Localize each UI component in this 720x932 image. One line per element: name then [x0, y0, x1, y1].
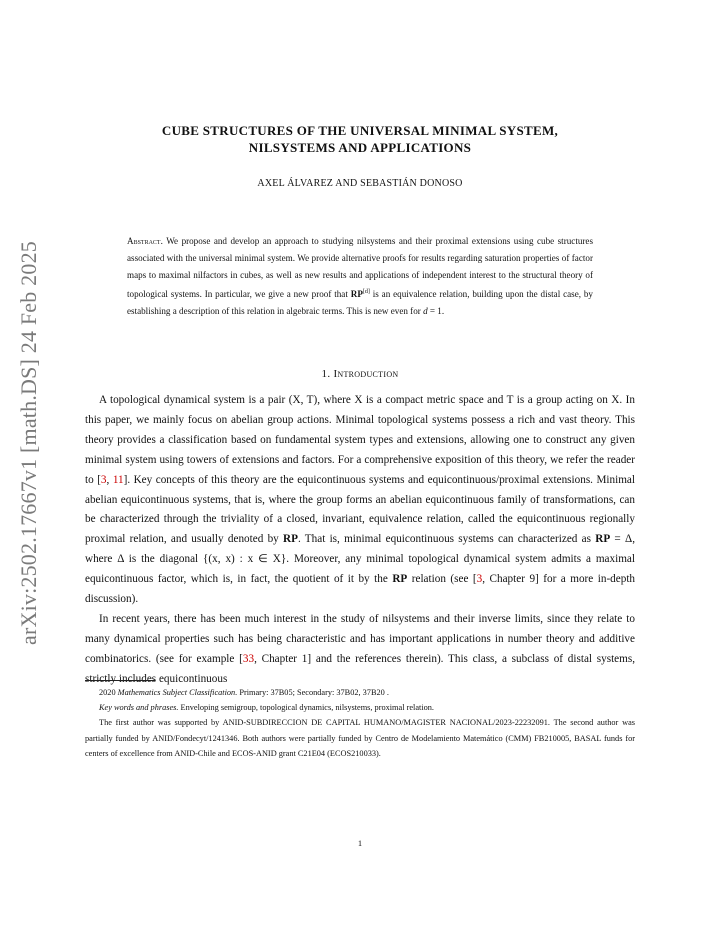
p1-text-d: = Δ, where Δ is the diagonal {(x, x) : x ∈ X}. Moreover, any minimal topological dynamical system admits a maximal equicontinuous factor, which is, in fact, the quotient of it by the	[85, 533, 635, 586]
introduction-body	[85, 391, 635, 690]
rp-symbol: RP	[595, 533, 611, 546]
citation-link[interactable]: 3	[476, 573, 483, 586]
p2-text-a: In recent years, there has been much interest in the study of nilsystems and their inverse limits, since they relate to many dynamical properties such has being characteristic and has important applications in number theory and additive combinatorics. (see for example [	[85, 612, 635, 665]
msc-footnote	[85, 685, 635, 700]
citation-link[interactable]: 33	[242, 652, 255, 665]
footnote-rule	[85, 680, 155, 681]
p2-text-b: , Chapter 1] and the references therein). This class, a subclass of distal systems, strictly includes equicontinuous	[85, 652, 636, 685]
keywords-text: Enveloping semigroup, topological dynamics, nilsystems, proximal relation.	[180, 703, 434, 713]
paragraph-2	[85, 610, 635, 690]
abstract-text-1: We propose and develop an approach to studying nilsystems and their proximal extensions using cube structures associated with the universal minimal system. We provide alternative proofs for results regarding saturation properties of factor maps to maximal nilfactors in cubes, as well as new results and applications of independent interest to the structural theory of topological systems. In particular, we give a new proof that	[127, 236, 594, 300]
p1-text-f: , Chapter 9] for a more in-depth discussion).	[85, 573, 636, 606]
arxiv-identifier-stamp: arXiv:2502.17667v1 [math.DS] 24 Feb 2025	[16, 241, 41, 645]
abstract-rp-symbol: RP	[350, 289, 363, 300]
p1-text-e: relation (see [	[411, 573, 477, 586]
paper-authors: AXEL ÁLVAREZ AND SEBASTIÁN DONOSO	[257, 178, 463, 189]
p1-text-a: A topological dynamical system is a pair (X, T), where X is a compact metric space and T is a group acting on X. In this paper, we mainly focus on abelian group actions. Minimal topological systems possess a rich and vast theory. This theory provides a classification based on fundamental system types and extensions, allowing one to construct any given minimal system using towers of extensions and factors. For a comprehensive exposition of this theory, we refer the reader to [	[85, 394, 635, 486]
citation-link[interactable]: 3	[100, 473, 107, 486]
abstract-rp-superscript: [d]	[362, 289, 370, 296]
abstract-block	[127, 233, 593, 321]
title-line-2: NILSYSTEMS AND APPLICATIONS	[248, 140, 472, 155]
footnotes-block	[85, 685, 635, 761]
section-heading	[85, 368, 635, 380]
title-line-1: CUBE STRUCTURES OF THE UNIVERSAL MINIMAL SYSTEM,	[161, 123, 559, 138]
section-title: Introduction	[333, 368, 399, 380]
p1-text-b: ]. Key concepts of this theory are the equicontinuous systems and equicontinuous/proximal extensions. Minimal abelian equicontinuous systems, that is, where the group forms an abelian equicontinuous family of transformations, can be characterized through the triviality of a closed, invariant, equivalence relation, called the equicontinuous regionally proximal relation, and usually denoted by	[85, 473, 635, 546]
keywords-label: Key words and phrases.	[99, 703, 179, 713]
funding-footnote: The first author was supported by ANID-SUBDIRECCION DE CAPITAL HUMANO/MAGISTER NACIONAL/2023-22232091. The second author was partially funded by ANID/Fondecyt/1241346. Both authors were partially funded by Centro de Modelamiento Matemático (CMM) FB210005, BASAL funds for centers of excellence from ANID-Chile and ECOS-ANID grant C21E04 (ECOS210033).	[85, 718, 635, 758]
keywords-footnote	[85, 700, 635, 715]
p1-sep: ,	[106, 473, 113, 486]
rp-symbol: RP	[283, 533, 298, 546]
citation-link[interactable]: 11	[112, 473, 124, 486]
abstract-label: Abstract.	[127, 236, 163, 246]
abstract-d-variable: d	[423, 306, 428, 317]
page-number: 1	[357, 838, 363, 848]
p1-text-c: . That is, minimal equicontinuous systems can characterized as	[297, 533, 591, 546]
msc-label: Mathematics Subject Classification.	[117, 688, 238, 697]
section-number: 1.	[321, 368, 331, 380]
msc-text: Primary: 37B05; Secondary: 37B02, 37B20 .	[239, 688, 389, 697]
paper-title	[85, 122, 635, 156]
paragraph-1	[85, 391, 635, 610]
msc-year: 2020	[99, 688, 116, 697]
rp-symbol: RP	[392, 573, 408, 586]
abstract-d-value: = 1.	[429, 306, 445, 317]
abstract-text-2: is an equivalence relation, building upon the distal case, by establishing a description of this relation in algebraic terms. This is new even for	[127, 289, 593, 317]
